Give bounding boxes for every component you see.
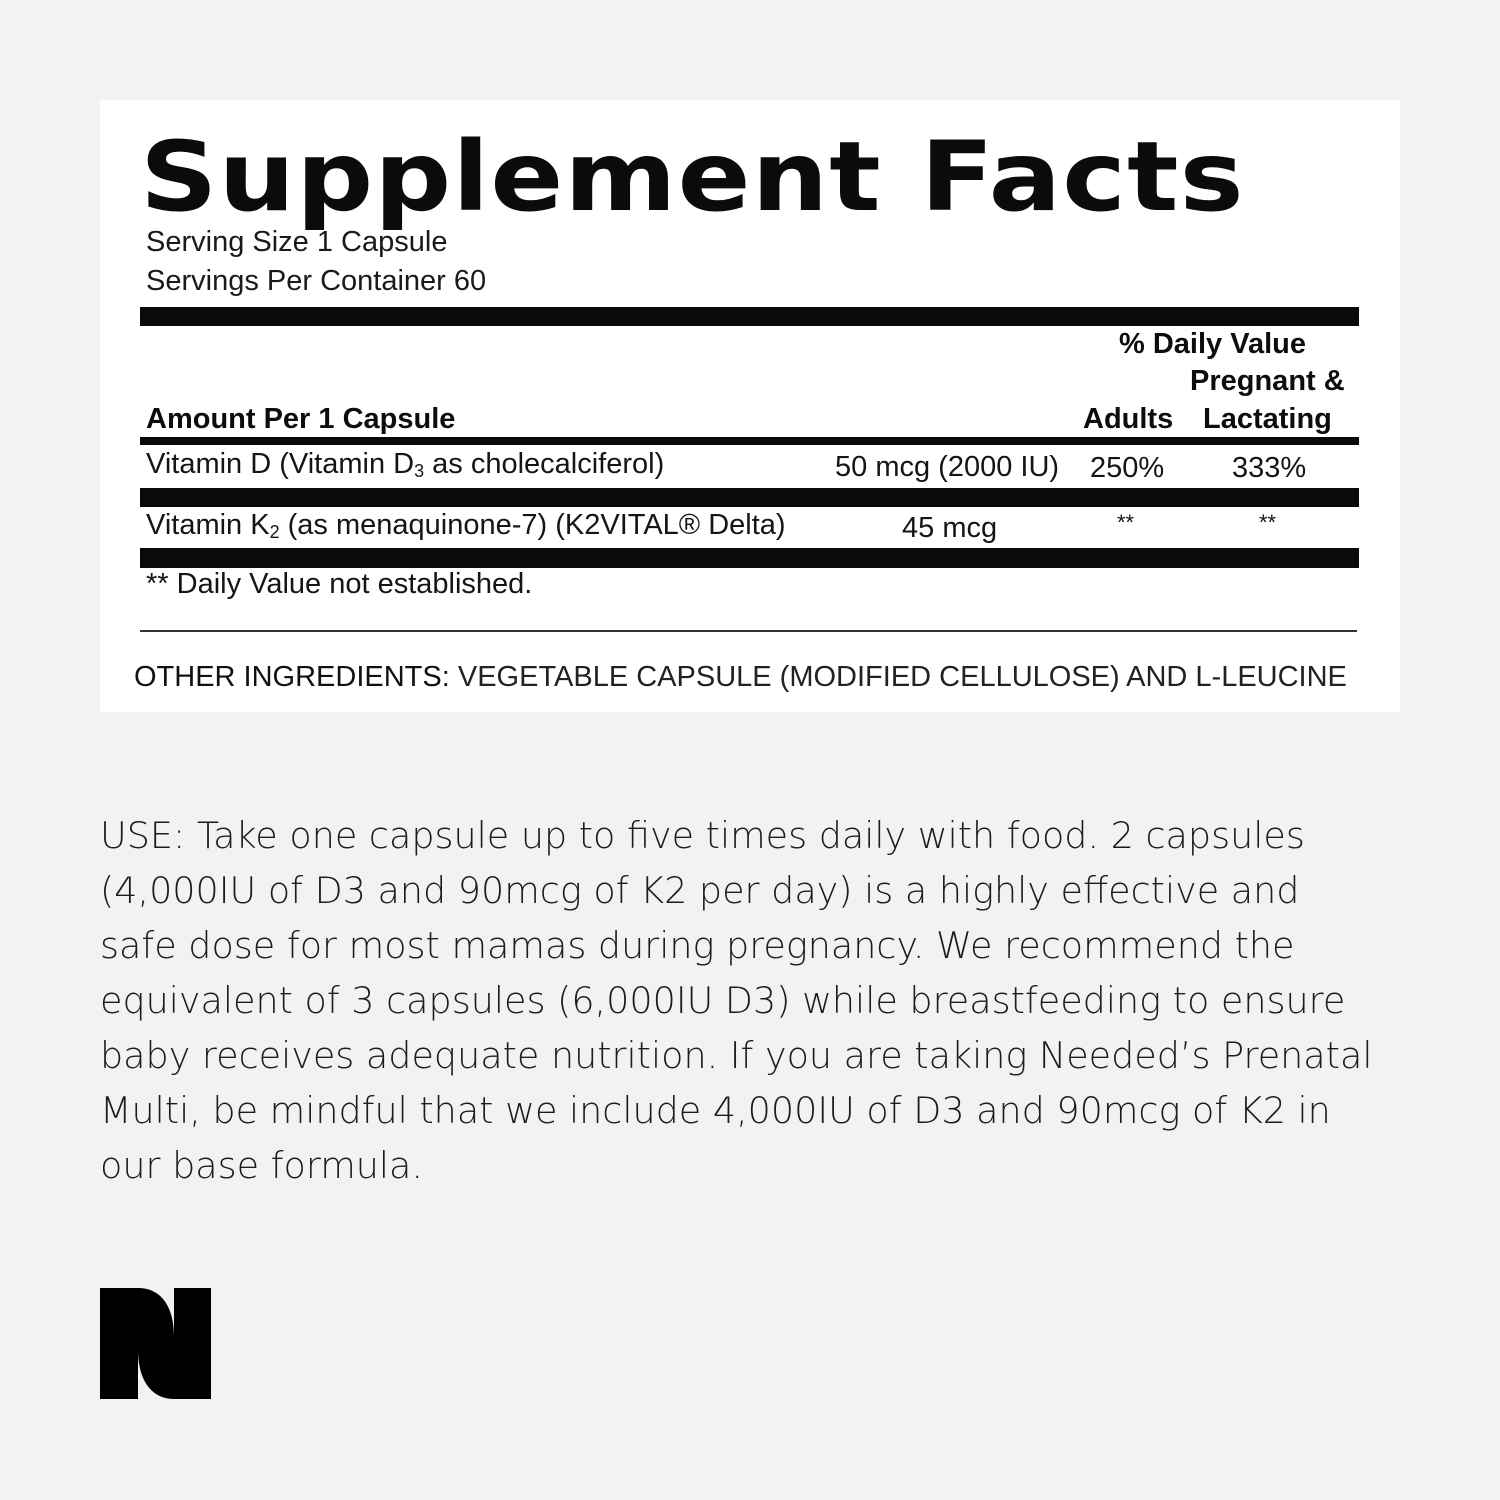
header-divider xyxy=(140,437,1359,445)
other-ingredients-label: OTHER INGREDIENTS: xyxy=(134,661,450,693)
supplement-facts-panel xyxy=(100,100,1400,712)
serving-size: Serving Size 1 Capsule xyxy=(146,226,448,258)
supplement-facts-title: Supplement Facts xyxy=(140,121,1245,233)
adults-dv-vitamin-k2: ** xyxy=(1117,510,1135,535)
other-ingredients-value: VEGETABLE CAPSULE (MODIFIED CELLULOSE) AND L-LEUCINE xyxy=(449,661,1347,693)
amount-per-capsule-header: Amount Per 1 Capsule xyxy=(146,403,456,435)
daily-value-header: % Daily Value xyxy=(1119,328,1306,360)
adults-dv-vitamin-d: 250% xyxy=(1090,452,1165,484)
nutrient-name-vitamin-d: Vitamin D (Vitamin $D_3$ as cholecalciferol) xyxy=(146,448,665,481)
pregnant-header-line-2: Lactating xyxy=(1203,403,1332,435)
pregnant-dv-vitamin-k2: ** xyxy=(1259,510,1277,535)
thick-divider xyxy=(140,307,1359,326)
pregnant-dv-vitamin-d: 333% xyxy=(1232,452,1307,484)
amount-vitamin-k2: 45 mcg xyxy=(902,512,998,544)
thin-divider xyxy=(140,630,1357,632)
servings-per-container: Servings Per Container 60 xyxy=(146,265,487,297)
other-ingredients xyxy=(134,660,1347,694)
pregnant-header-line-1: Pregnant & xyxy=(1190,365,1345,397)
footnote: ** Daily Value not established. xyxy=(146,568,533,600)
adults-header: Adults xyxy=(1083,403,1174,435)
needed-n-logo-icon xyxy=(100,1288,211,1399)
thick-divider-bottom xyxy=(140,548,1359,568)
row-divider xyxy=(140,488,1359,507)
usage-instructions: USE: Take one capsule up to five times daily with food. 2 capsules (4,000IU of D3 and 90mcg of K2 per day) is a highly effective and safe dose for most mamas during pregnancy. We recommend the equivalent of 3 capsules (6,000IU D3) while breastfeeding to ensure baby receives adequate nutrition. If you are taking Needed’s Prenatal Multi, be mindful that we include 4,000IU of D3 and 90mcg of K2 in our base formula. xyxy=(100,814,1373,1187)
amount-vitamin-d: 50 mcg (2000 IU) xyxy=(835,451,1060,483)
nutrient-name-vitamin-k2: Vitamin $K_2$ (as menaquinone-7) (K2VITAL® Delta) xyxy=(146,509,786,542)
